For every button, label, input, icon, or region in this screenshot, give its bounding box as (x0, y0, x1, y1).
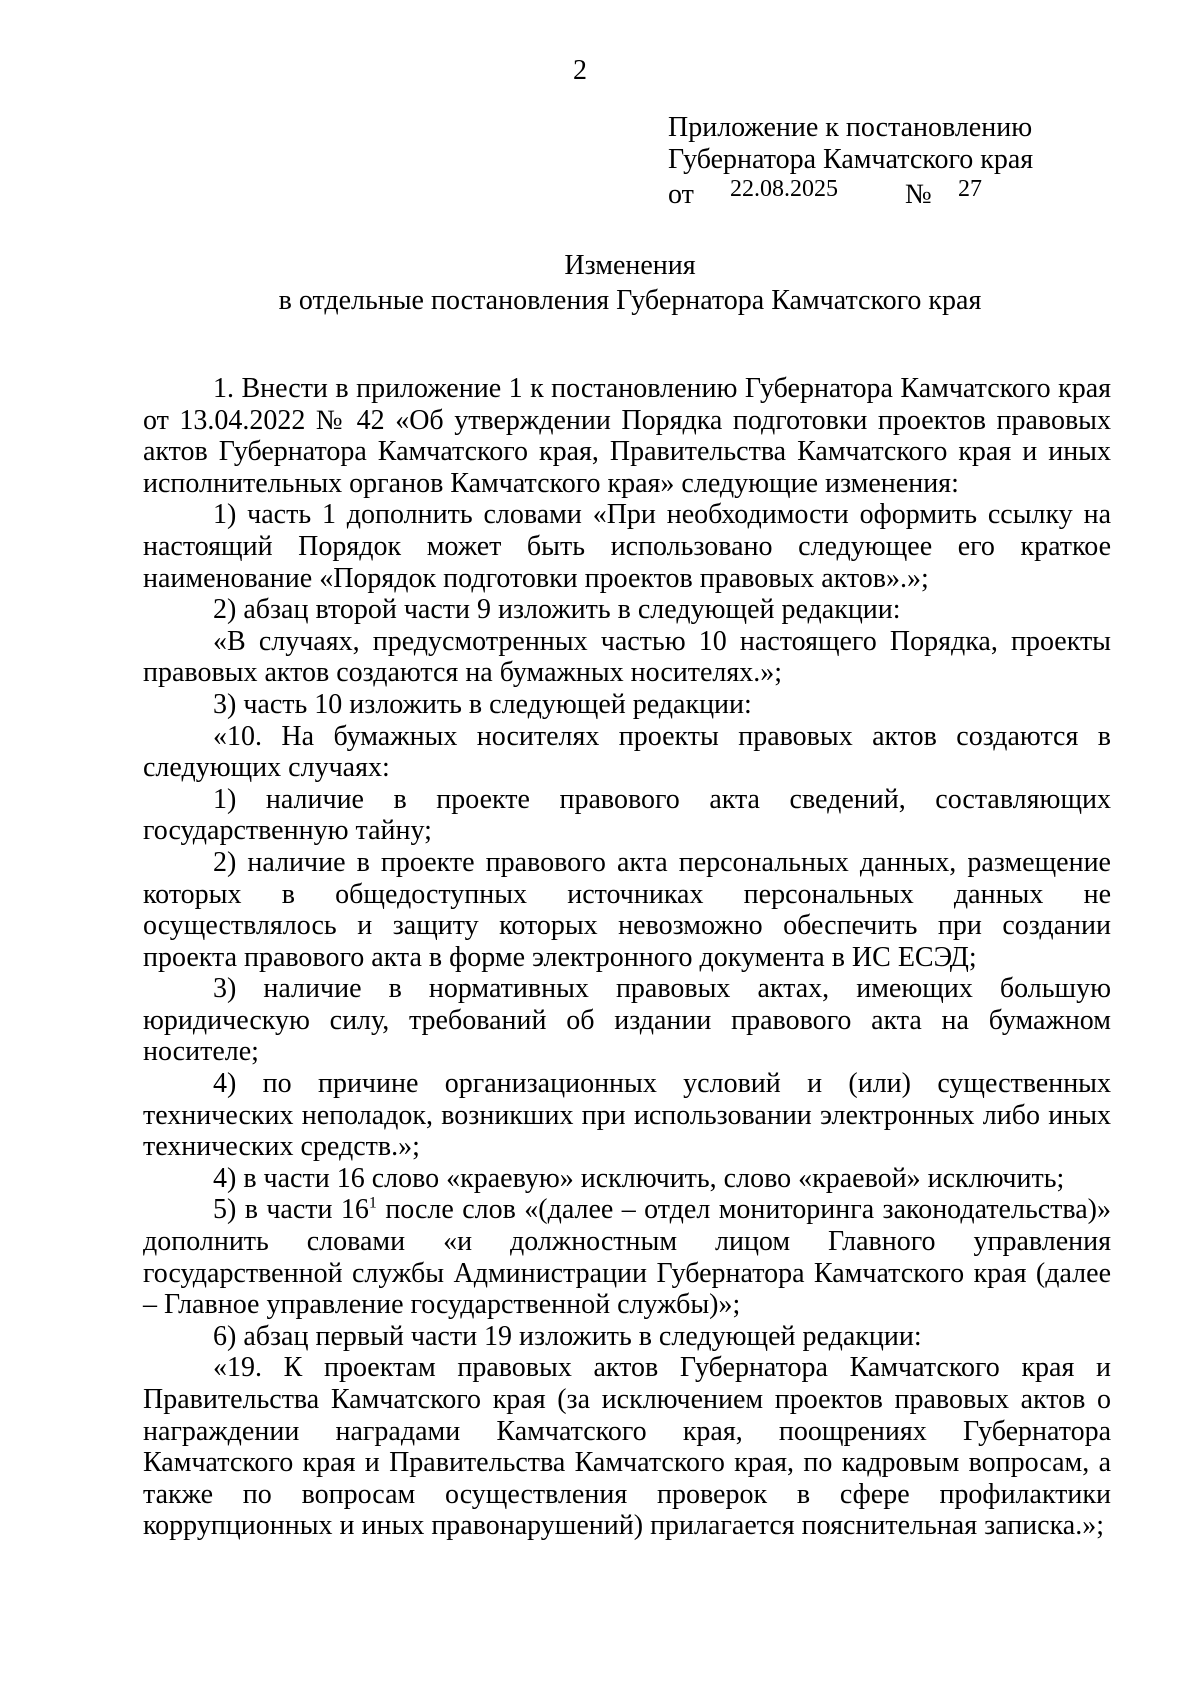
paragraph-12-superscript: 1 (368, 1195, 377, 1213)
paragraph-13: 6) абзац первый части 19 изложить в следующей редакции: (213, 1320, 922, 1352)
paragraph-11: 4) в части 16 слово «краевую» исключить, слово «краевой» исключить; (213, 1162, 1065, 1194)
paragraph-4: «В случаях, предусмотренных частью 10 настоящего Порядка, проекты правовых актов создаются на бумажных носителях.»; (143, 625, 1111, 689)
paragraph-5: 3) часть 10 изложить в следующей редакции: (213, 688, 752, 720)
approval-date: 22.08.2025 (730, 176, 838, 202)
approval-number-label: № (905, 179, 932, 210)
document-title (0, 248, 1200, 318)
paragraph-10: 4) по причине организационных условий и (или) существенных технических неполадок, возникших при использовании электронных либо иных технических средств.»; (143, 1068, 1111, 1163)
approval-from-label: от (668, 179, 694, 210)
paragraph-12 (143, 1194, 1111, 1320)
page-number: 2 (573, 55, 587, 86)
approval-date-line (668, 176, 1088, 208)
approval-stamp (668, 112, 1088, 208)
paragraph-8: 2) наличие в проекте правового акта персональных данных, размещение которых в общедоступных источниках персональных данных не осуществлялось и защиту которых невозможно обеспечить при создании проекта правового акта в форме электронного документа в ИС ЕСЭД; (143, 846, 1111, 973)
title-line-1: Изменения (564, 250, 696, 281)
title-line-2: в отдельные постановления Губернатора Камчатского края (278, 285, 982, 316)
paragraph-9: 3) наличие в нормативных правовых актах, имеющих большую юридическую силу, требований об издании правового акта на бумажном носителе; (143, 973, 1111, 1068)
approval-line-1: Приложение к постановлению (668, 112, 1033, 143)
paragraph-7: 1) наличие в проекте правового акта сведений, составляющих государственную тайну; (143, 783, 1111, 847)
approval-number: 27 (958, 176, 982, 202)
paragraph-3: 2) абзац второй части 9 изложить в следующей редакции: (213, 594, 901, 626)
paragraph-2: 1) часть 1 дополнить словами «При необходимости оформить ссылку на настоящий Порядок может быть использовано следующее его краткое наименование «Порядок подготовки проектов правовых актов».»; (143, 499, 1111, 594)
paragraph-12-rest: после слов «(далее – отдел мониторинга законодательства)» дополнить словами «и должностным лицом Главного управления государственной службы Администрации Губернатора Камчатского края (далее – Главное управление государственной службы)»; (143, 1194, 1111, 1321)
paragraph-12-start: 5) в части 16 (213, 1194, 369, 1226)
approval-line-2: Губернатора Камчатского края (668, 144, 1034, 175)
paragraph-6: «10. На бумажных носителях проекты правовых актов создаются в следующих случаях: (143, 720, 1111, 784)
paragraph-1: 1. Внести в приложение 1 к постановлению Губернатора Камчатского края от 13.04.2022 № 42 «Об утверждении Порядка подготовки проектов правовых актов Губернатора Камчатского края, Правительства Камчатского края и иных исполнительных органов Камчатского края» следующие изменения: (143, 373, 1111, 499)
document-body (143, 373, 1111, 1542)
paragraph-14: «19. К проектам правовых актов Губернатора Камчатского края и Правительства Камчатского края (за исключением проектов правовых актов о награждении наградами Камчатского края, поощрениях Губернатора Камчатского края и Правительства Камчатского края, по кадровым вопросам, а также по вопросам осуществления проверок в сфере профилактики коррупционных и иных правонарушений) прилагается пояснительная записка.»; (143, 1352, 1111, 1542)
